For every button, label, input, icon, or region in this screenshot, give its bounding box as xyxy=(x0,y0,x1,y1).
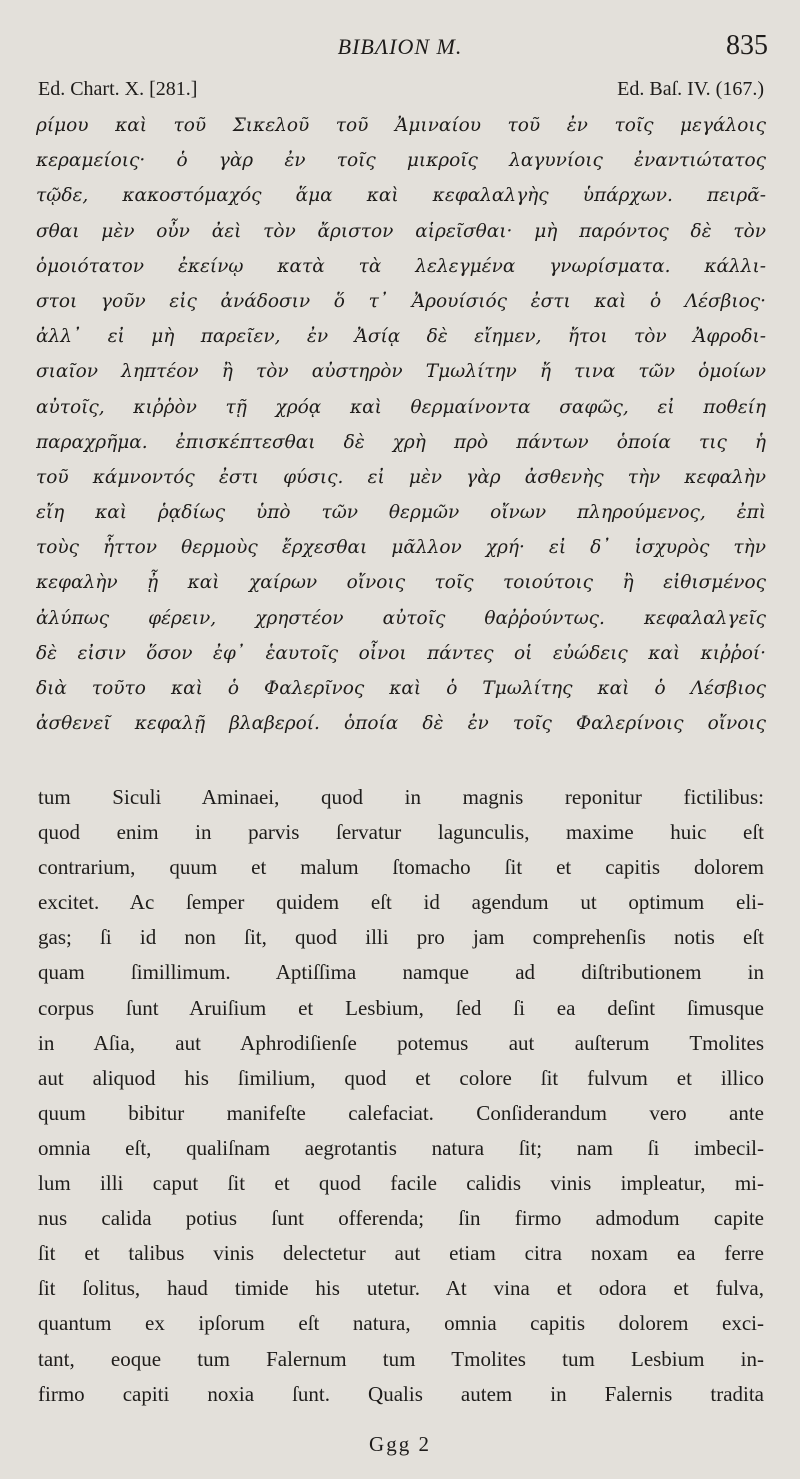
latin-line: contrarium, quum et malum ſtomacho ſit et capitis dolorem xyxy=(38,855,764,880)
latin-line: quum bibitur manifeſte calefaciat. Conſiderandum vero ante xyxy=(38,1100,764,1125)
latin-line: quod enim in parvis ſervatur lagunculis, maxime huic eſt xyxy=(38,820,764,845)
greek-line: παραχρῆμα. ἐπισκέπτεσθαι δὲ χρὴ πρὸ πάντων ὁποία τις ἡ xyxy=(36,431,766,453)
latin-line: quam ſimillimum. Aptiſſima namque ad diſtributionem in xyxy=(38,960,764,985)
latin-line: aut aliquod his ſimilium, quod et colore ſit fulvum et illico xyxy=(38,1065,764,1090)
greek-line: τῷδε, κακοστόμαχός ἅμα καὶ κεφαλαλγὴς ὑπάρχων. πειρᾶ- xyxy=(36,185,766,207)
greek-line: ὁμοιότατον ἐκείνῳ κατὰ τὰ λελεγμένα γνωρίσματα. κάλλι- xyxy=(36,255,766,277)
greek-line: ἀσθενεῖ κεφαλῇ βλαβεροί. ὁποία δὲ ἐν τοῖς Φαλερίνοις οἴνοις xyxy=(36,713,766,735)
greek-line: εἴη καὶ ῥᾳδίως ὑπὸ τῶν θερμῶν οἴνων πληρούμενος, ἐπὶ xyxy=(36,502,766,524)
greek-line: σθαι μὲν οὖν ἀεὶ τὸν ἄριστον αἱρεῖσθαι· μὴ παρόντος δὲ τὸν xyxy=(36,220,766,242)
greek-line: τοῦ κάμνοντός ἐστι φύσις. εἰ μὲν γὰρ ἀσθενὴς τὴν κεφαλὴν xyxy=(36,466,766,488)
latin-line: excitet. Ac ſemper quidem eſt id agendum ut optimum eli- xyxy=(38,890,764,915)
latin-text-block xyxy=(38,780,764,1412)
latin-line: corpus ſunt Aruiſium et Lesbium, ſed ſi ea deſint ſimusque xyxy=(38,995,764,1020)
latin-line: nus calida potius ſunt offerenda; ſin firmo admodum capite xyxy=(38,1206,764,1231)
latin-line: tum Siculi Aminaei, quod in magnis reponitur fictilibus: xyxy=(38,785,764,809)
running-title: ΒΙΒΛΙΟΝ Μ. xyxy=(337,34,463,59)
greek-line: δὲ εἰσιν ὅσον ἐφ᾽ ἑαυτοῖς οἶνοι πάντες οἱ εὐώδεις καὶ κιῤῥοί· xyxy=(36,642,766,664)
latin-line: omnia eſt, qualiſnam aegrotantis natura ſit; nam ſi imbecil- xyxy=(38,1135,764,1160)
running-head xyxy=(0,30,800,64)
edition-references xyxy=(38,78,764,104)
greek-line: κεφαλὴν ᾖ καὶ χαίρων οἴνοις τοῖς τοιούτοις ἢ εἰθισμένος xyxy=(36,572,766,594)
greek-line: σιαῖον ληπτέον ἢ τὸν αὐστηρὸν Τμωλίτην ἤ τινα τῶν ὁμοίων xyxy=(36,361,766,383)
greek-line: αὐτοῖς, κιῤῥὸν τῇ χρόᾳ καὶ θερμαίνοντα σαφῶς, εἰ ποθείη xyxy=(36,396,766,418)
latin-line: in Aſia, aut Aphrodiſienſe potemus aut auſterum Tmolites xyxy=(38,1030,764,1055)
signature-mark: Ggg 2 xyxy=(369,1432,431,1456)
latin-line: tant, eoque tum Falernum tum Tmolites tum Lesbium in- xyxy=(38,1346,764,1371)
greek-line: ἀλλ᾽ εἰ μὴ παρεῖεν, ἐν Ἀσίᾳ δὲ εἴημεν, ἤτοι τὸν Ἀφροδι- xyxy=(36,326,766,348)
greek-line: ρίμου καὶ τοῦ Σικελοῦ τοῦ Ἀμιναίου τοῦ ἐν τοῖς μεγάλοις xyxy=(36,115,766,136)
latin-line: lum illi caput ſit et quod facile calidis vinis impleatur, mi- xyxy=(38,1171,764,1196)
greek-line: ἀλύπως φέρειν, χρηστέον αὐτοῖς θαῤῥούντως. κεφαλαλγεῖς xyxy=(36,607,766,629)
page-number: 835 xyxy=(726,30,768,61)
latin-line: ſit ſolitus, haud timide his utetur. At vina et odora et fulva, xyxy=(38,1276,764,1301)
latin-line: gas; ſi id non ſit, quod illi pro jam comprehenſis notis eſt xyxy=(38,925,764,950)
edition-chartier-reference: Ed. Chart. X. [281.] xyxy=(38,78,198,100)
greek-line: στοι γοῦν εἰς ἀνάδοσιν ὅ τ᾽ Ἀρουίσιός ἐστι καὶ ὁ Λέσβιος· xyxy=(36,290,766,312)
greek-line: διὰ τοῦτο καὶ ὁ Φαλερῖνος καὶ ὁ Τμωλίτης καὶ ὁ Λέσβιος xyxy=(36,678,766,699)
greek-line: κεραμείοις· ὁ γὰρ ἐν τοῖς μικροῖς λαγυνίοις ἐναντιώτατος xyxy=(36,150,766,172)
latin-line: firmo capiti noxia ſunt. Qualis autem in Falernis tradita xyxy=(38,1381,764,1406)
latin-line: ſit et talibus vinis delectetur aut etiam citra noxam ea ferre xyxy=(38,1241,764,1266)
edition-basel-reference: Ed. Baſ. IV. (167.) xyxy=(617,78,764,100)
latin-line: quantum ex ipſorum eſt natura, omnia capitis dolorem exci- xyxy=(38,1311,764,1336)
greek-text-block xyxy=(36,108,766,741)
greek-line: τοὺς ἧττον θερμοὺς ἔρχεσθαι μᾶλλον χρή· εἰ δ᾽ ἰσχυρὸς τὴν xyxy=(36,537,766,559)
